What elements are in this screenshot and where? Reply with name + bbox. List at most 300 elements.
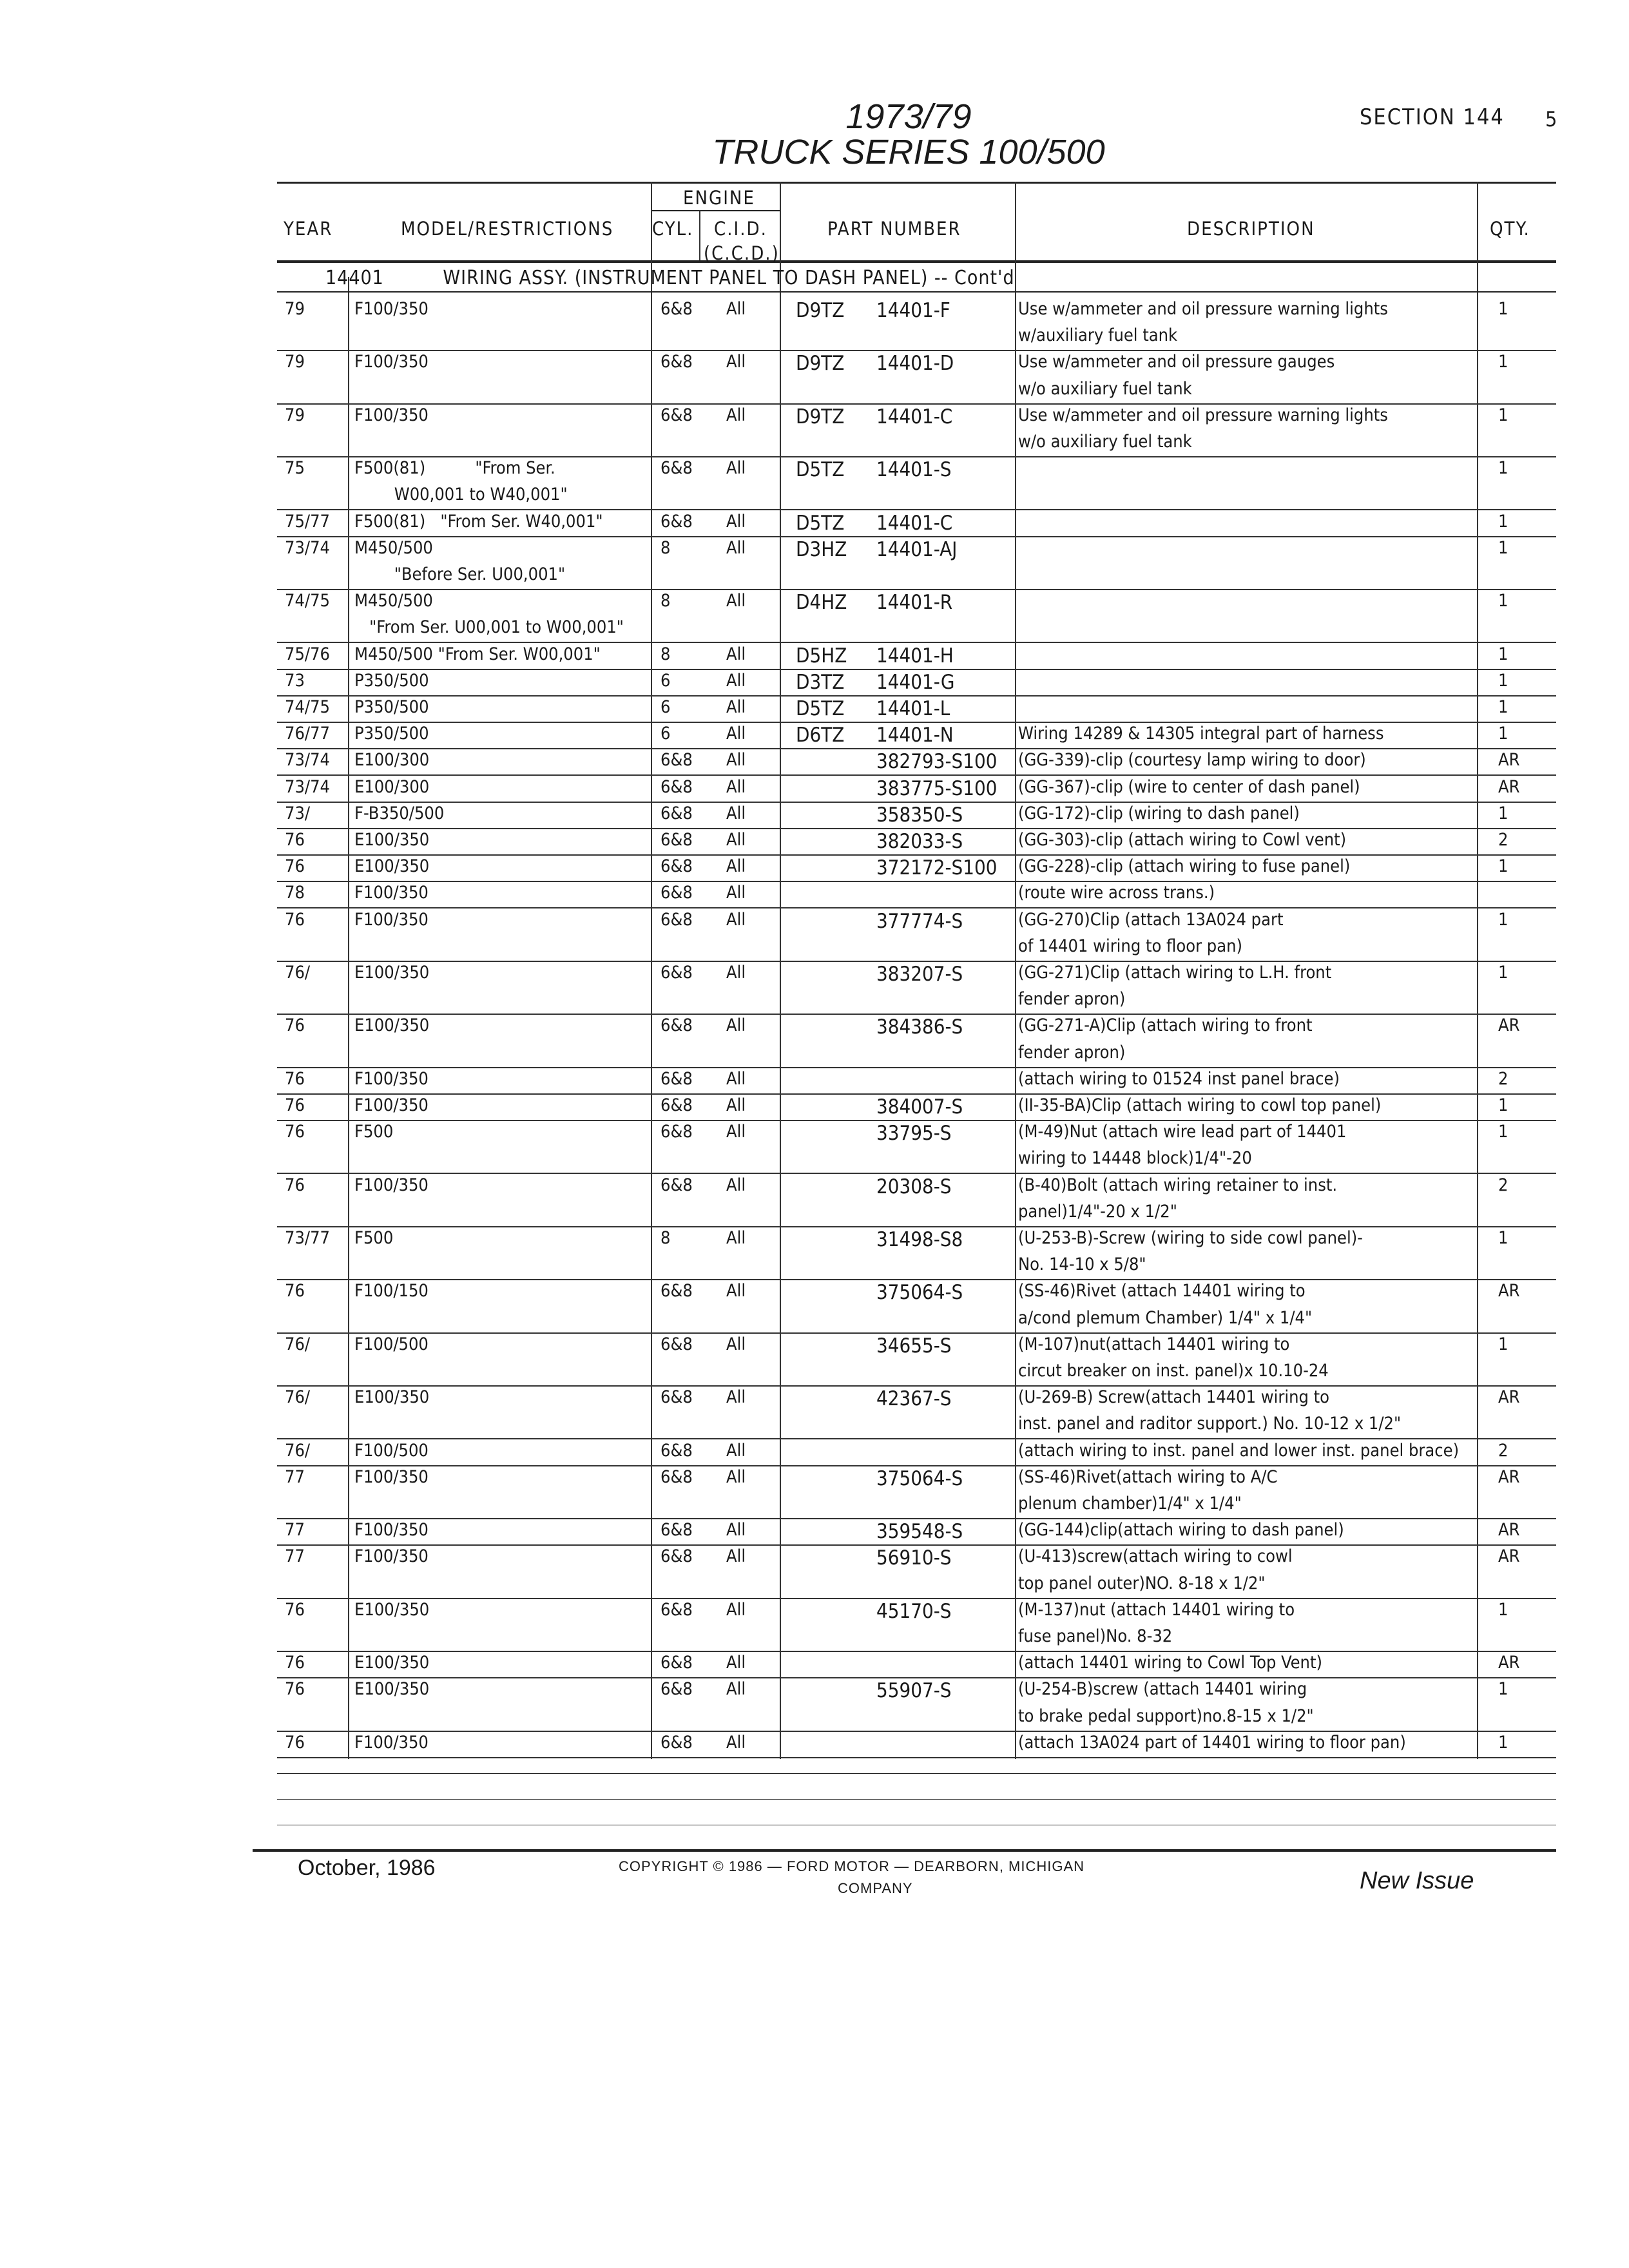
cell-description: (GG-367)-clip (wire to center of dash panel)	[1018, 777, 1360, 797]
cell-part-number: 358350-S	[876, 803, 963, 827]
cell-qty: 1	[1498, 1679, 1509, 1699]
cell-part-number: 14401-L	[876, 697, 950, 720]
column-header-ccd: (C.C.D.)	[704, 242, 780, 264]
cell-qty: 2	[1498, 1441, 1509, 1461]
column-header-model: MODEL/RESTRICTIONS	[401, 218, 614, 240]
cell-year: 76/	[285, 1441, 311, 1461]
cell-cyl: 6&8	[660, 1679, 693, 1699]
cell-model: E100/350	[354, 1600, 430, 1620]
cell-qty: 1	[1498, 1122, 1509, 1142]
cell-description: (GG-172)-clip (wiring to dash panel)	[1018, 803, 1300, 823]
cell-cyl: 6&8	[660, 1122, 693, 1142]
cell-cid: All	[726, 750, 746, 770]
cell-description: (attach 13A024 part of 14401 wiring to floor pan)	[1018, 1733, 1406, 1753]
cell-year: 77	[285, 1467, 305, 1487]
cell-cyl: 6&8	[660, 910, 693, 930]
cell-cid: All	[726, 458, 746, 478]
col-divider-desc	[1477, 182, 1478, 1759]
cell-year: 77	[285, 1520, 305, 1540]
cell-model: F500	[354, 1122, 394, 1142]
cell-part-number: 14401-AJ	[876, 538, 958, 561]
cell-qty: 1	[1498, 1228, 1509, 1248]
section-label: SECTION 144	[1360, 104, 1505, 130]
cell-part-number: 384386-S	[876, 1015, 963, 1039]
cell-description: wiring to 14448 block)1/4"-20	[1018, 1148, 1252, 1168]
cell-model: F500	[354, 1228, 394, 1248]
cell-part-number: 14401-N	[876, 724, 954, 747]
cell-year: 76/77	[285, 724, 330, 744]
cell-year: 73/77	[285, 1228, 330, 1248]
cell-qty: 1	[1498, 697, 1509, 717]
cell-cid: All	[726, 299, 746, 319]
cell-cid: All	[726, 1600, 746, 1620]
cell-qty: 1	[1498, 1733, 1509, 1753]
cell-part-prefix: D9TZ	[796, 352, 845, 375]
cell-model: F100/350	[354, 1095, 429, 1115]
cell-description: of 14401 wiring to floor pan)	[1018, 936, 1242, 956]
cell-cid: All	[726, 910, 746, 930]
cell-model: F100/350	[354, 883, 429, 903]
footer-company: COMPANY	[838, 1880, 913, 1896]
cell-qty: 1	[1498, 352, 1509, 372]
cell-description: (U-253-B)-Screw (wiring to side cowl panel)-	[1018, 1228, 1363, 1248]
page-title-years: 1973/79	[845, 97, 972, 136]
cell-description: (U-413)screw(attach wiring to cowl	[1018, 1546, 1293, 1566]
cell-model: F500(81) "From Ser. W40,001"	[354, 512, 603, 532]
cell-year: 76	[285, 1069, 305, 1089]
cell-part-number: 14401-D	[876, 352, 954, 375]
cell-part-number: 31498-S8	[876, 1228, 963, 1251]
cell-part-number: 14401-H	[876, 644, 954, 668]
cell-year: 73/74	[285, 538, 330, 558]
cell-model: F100/350	[354, 1520, 429, 1540]
cell-qty: 1	[1498, 299, 1509, 319]
cell-cid: All	[726, 405, 746, 425]
cell-model: F100/350	[354, 299, 429, 319]
cell-part-number: 34655-S	[876, 1334, 952, 1358]
cell-year: 76/	[285, 1387, 311, 1407]
cell-qty: 1	[1498, 856, 1509, 876]
row-rule	[277, 1438, 1556, 1439]
engine-divider-rule	[651, 210, 780, 211]
cell-cid: All	[726, 1441, 746, 1461]
cell-qty: 2	[1498, 1175, 1509, 1195]
cell-year: 76	[285, 910, 305, 930]
cell-part-number: 14401-F	[876, 299, 950, 322]
cell-description: (SS-46)Rivet (attach 14401 wiring to	[1018, 1281, 1306, 1301]
cell-description: (II-35-BA)Clip (attach wiring to cowl top panel)	[1018, 1095, 1382, 1115]
cell-description: top panel outer)NO. 8-18 x 1/2"	[1018, 1573, 1266, 1593]
page-number: 5	[1545, 107, 1557, 131]
cell-cyl: 6&8	[660, 458, 693, 478]
cell-year: 76	[285, 1175, 305, 1195]
cell-description: (GG-271)Clip (attach wiring to L.H. front	[1018, 963, 1332, 983]
cell-year: 74/75	[285, 697, 330, 717]
blank-rule-1	[277, 1773, 1556, 1774]
cell-cid: All	[726, 1653, 746, 1673]
row-rule	[277, 1279, 1556, 1280]
cell-model: E100/350	[354, 830, 430, 850]
cell-cid: All	[726, 591, 746, 611]
cell-description: w/o auxiliary fuel tank	[1018, 432, 1192, 452]
cell-year: 77	[285, 1546, 305, 1566]
cell-part-number: 20308-S	[876, 1175, 952, 1198]
cell-model: F100/350	[354, 352, 429, 372]
cell-model: F100/500	[354, 1334, 429, 1354]
row-rule	[277, 589, 1556, 590]
row-rule	[277, 1731, 1556, 1732]
cell-qty: 1	[1498, 538, 1509, 558]
cell-cid: All	[726, 777, 746, 797]
cell-description: (attach wiring to inst. panel and lower inst. panel brace)	[1018, 1441, 1460, 1461]
cell-part-number: 14401-R	[876, 591, 953, 614]
cell-cyl: 6&8	[660, 1467, 693, 1487]
cell-description: fender apron)	[1018, 1043, 1126, 1062]
row-rule	[277, 961, 1556, 962]
row-rule	[277, 1226, 1556, 1227]
cell-cyl: 6&8	[660, 1441, 693, 1461]
cell-year: 79	[285, 299, 305, 319]
cell-part-prefix: D9TZ	[796, 299, 845, 322]
cell-cyl: 6&8	[660, 1069, 693, 1089]
cell-cid: All	[726, 538, 746, 558]
cell-description: Use w/ammeter and oil pressure warning lights	[1018, 299, 1388, 319]
cell-model: "From Ser. U00,001 to W00,001"	[354, 617, 624, 637]
cell-part-number: 375064-S	[876, 1467, 963, 1490]
cell-model: E100/300	[354, 750, 430, 770]
cell-model: P350/500	[354, 671, 429, 691]
cell-qty: AR	[1498, 1467, 1520, 1487]
cell-model: F100/350	[354, 405, 429, 425]
cell-cid: All	[726, 1281, 746, 1301]
cell-part-prefix: D4HZ	[796, 591, 847, 614]
row-rule	[277, 1465, 1556, 1466]
cell-cyl: 6&8	[660, 1334, 693, 1354]
cell-cyl: 8	[660, 538, 671, 558]
cell-description: (GG-228)-clip (attach wiring to fuse panel)	[1018, 856, 1351, 876]
row-rule	[277, 1120, 1556, 1121]
cell-qty: AR	[1498, 1015, 1520, 1035]
cell-year: 76	[285, 1653, 305, 1673]
cell-part-number: 383775-S100	[876, 777, 998, 800]
cell-cid: All	[726, 352, 746, 372]
cell-description: No. 14-10 x 5/8"	[1018, 1254, 1146, 1274]
cell-cyl: 6&8	[660, 1015, 693, 1035]
group-title: WIRING ASSY. (INSTRUMENT PANEL TO DASH PANEL) -- Cont'd	[443, 267, 1015, 289]
cell-qty: 2	[1498, 1069, 1509, 1089]
cell-cid: All	[726, 1069, 746, 1089]
cell-model: M450/500 "From Ser. W00,001"	[354, 644, 601, 664]
column-header-description: DESCRIPTION	[1187, 218, 1315, 240]
cell-qty: AR	[1498, 1281, 1520, 1301]
cell-description: (M-49)Nut (attach wire lead part of 14401	[1018, 1122, 1347, 1142]
cell-cid: All	[726, 1015, 746, 1035]
cell-model: E100/350	[354, 1387, 430, 1407]
cell-cyl: 6	[660, 724, 671, 744]
row-rule	[277, 1385, 1556, 1387]
cell-cyl: 6&8	[660, 1175, 693, 1195]
cell-year: 76	[285, 1122, 305, 1142]
cell-model: F100/350	[354, 1069, 429, 1089]
cell-cid: All	[726, 512, 746, 532]
cell-cyl: 6&8	[660, 830, 693, 850]
cell-year: 76	[285, 1015, 305, 1035]
cell-qty: AR	[1498, 1520, 1520, 1540]
cell-qty: 1	[1498, 1334, 1509, 1354]
cell-cid: All	[726, 803, 746, 823]
cell-description: (B-40)Bolt (attach wiring retainer to inst.	[1018, 1175, 1338, 1195]
row-rule	[277, 669, 1556, 670]
cell-model: E100/300	[354, 777, 430, 797]
cell-model: F100/350	[354, 910, 429, 930]
cell-cid: All	[726, 1175, 746, 1195]
cell-cyl: 6&8	[660, 1600, 693, 1620]
cell-cyl: 6&8	[660, 1095, 693, 1115]
col-divider-cid	[780, 182, 781, 1759]
cell-qty: AR	[1498, 750, 1520, 770]
cell-cid: All	[726, 1546, 746, 1566]
col-divider-cyl	[699, 210, 700, 260]
cell-cyl: 6&8	[660, 803, 693, 823]
row-rule	[277, 1757, 1556, 1758]
cell-description: panel)1/4"-20 x 1/2"	[1018, 1202, 1177, 1222]
cell-description: (attach wiring to 01524 inst panel brace)	[1018, 1069, 1340, 1089]
col-divider-partno	[1015, 182, 1016, 1759]
cell-part-prefix: D5HZ	[796, 644, 847, 668]
cell-cid: All	[726, 1334, 746, 1354]
cell-qty: 1	[1498, 671, 1509, 691]
cell-cid: All	[726, 1122, 746, 1142]
row-rule	[277, 1014, 1556, 1015]
footer-issue-status: New Issue	[1360, 1867, 1474, 1894]
cell-qty: 1	[1498, 458, 1509, 478]
row-rule	[277, 456, 1556, 457]
cell-description: (GG-303)-clip (attach wiring to Cowl vent)	[1018, 830, 1347, 850]
cell-description: (U-269-B) Screw(attach 14401 wiring to	[1018, 1387, 1330, 1407]
cell-model: F100/350	[354, 1175, 429, 1195]
cell-cyl: 6&8	[660, 1387, 693, 1407]
cell-qty: 1	[1498, 591, 1509, 611]
row-rule	[277, 695, 1556, 697]
group-heading	[325, 267, 1015, 289]
row-rule	[277, 802, 1556, 803]
row-rule	[277, 403, 1556, 405]
cell-cyl: 6&8	[660, 512, 693, 532]
cell-model: "Before Ser. U00,001"	[354, 564, 566, 584]
column-header-cyl: CYL.	[652, 218, 694, 240]
cell-qty: 2	[1498, 830, 1509, 850]
cell-cyl: 6&8	[660, 405, 693, 425]
row-rule	[277, 907, 1556, 908]
cell-model: M450/500	[354, 591, 433, 611]
cell-description: fender apron)	[1018, 989, 1126, 1009]
cell-year: 76	[285, 1733, 305, 1753]
row-rule	[277, 1598, 1556, 1599]
cell-description: (route wire across trans.)	[1018, 883, 1215, 903]
cell-cid: All	[726, 724, 746, 744]
cell-cid: All	[726, 1228, 746, 1248]
cell-part-number: 42367-S	[876, 1387, 952, 1410]
cell-cyl: 6&8	[660, 1546, 693, 1566]
row-rule	[277, 1093, 1556, 1095]
cell-description: fuse panel)No. 8-32	[1018, 1626, 1173, 1646]
row-rule	[277, 1544, 1556, 1546]
cell-qty: 1	[1498, 910, 1509, 930]
cell-part-prefix: D9TZ	[796, 405, 845, 428]
cell-cyl: 6&8	[660, 1733, 693, 1753]
cell-model: E100/350	[354, 856, 430, 876]
column-header-qty: QTY.	[1490, 218, 1530, 240]
footer-date: October, 1986	[298, 1856, 436, 1880]
cell-year: 76	[285, 856, 305, 876]
cell-qty: AR	[1498, 1387, 1520, 1407]
row-rule	[277, 1677, 1556, 1678]
cell-part-prefix: D5TZ	[796, 458, 845, 481]
cell-part-number: 14401-C	[876, 405, 953, 428]
cell-description: (M-137)nut (attach 14401 wiring to	[1018, 1600, 1295, 1620]
cell-cid: All	[726, 1733, 746, 1753]
blank-rule-2	[277, 1799, 1556, 1800]
cell-year: 73/74	[285, 777, 330, 797]
cell-year: 79	[285, 352, 305, 372]
cell-qty: 1	[1498, 963, 1509, 983]
cell-description: (attach 14401 wiring to Cowl Top Vent)	[1018, 1653, 1322, 1673]
cell-cyl: 6&8	[660, 1281, 693, 1301]
cell-cyl: 8	[660, 591, 671, 611]
cell-model: F-B350/500	[354, 803, 445, 823]
row-rule	[277, 509, 1556, 510]
cell-year: 76/	[285, 963, 311, 983]
cell-year: 75/77	[285, 512, 330, 532]
cell-qty: 1	[1498, 803, 1509, 823]
cell-year: 76	[285, 1095, 305, 1115]
cell-cyl: 6	[660, 697, 671, 717]
cell-description: (GG-271-A)Clip (attach wiring to front	[1018, 1015, 1313, 1035]
cell-cyl: 8	[660, 1228, 671, 1248]
cell-description: to brake pedal support)no.8-15 x 1/2"	[1018, 1706, 1314, 1726]
cell-description: Wiring 14289 & 14305 integral part of harness	[1018, 724, 1384, 744]
cell-year: 73/74	[285, 750, 330, 770]
cell-year: 75	[285, 458, 305, 478]
row-rule	[277, 722, 1556, 723]
cell-part-number: 382033-S	[876, 830, 963, 853]
footer-copyright: COPYRIGHT © 1986 — FORD MOTOR — DEARBORN, MICHIGAN	[619, 1858, 1085, 1874]
cell-part-number: 45170-S	[876, 1600, 952, 1623]
cell-cyl: 6&8	[660, 750, 693, 770]
cell-model: F100/350	[354, 1733, 429, 1753]
row-rule	[277, 748, 1556, 749]
row-rule	[277, 1651, 1556, 1652]
row-rule	[277, 828, 1556, 829]
table-top-rule	[277, 182, 1556, 184]
group-heading-rule	[277, 291, 1556, 293]
cell-part-number: 383207-S	[876, 963, 963, 986]
cell-model: F100/350	[354, 1467, 429, 1487]
cell-year: 78	[285, 883, 305, 903]
cell-model: E100/350	[354, 1653, 430, 1673]
cell-cyl: 6&8	[660, 299, 693, 319]
cell-model: F100/350	[354, 1546, 429, 1566]
cell-model: P350/500	[354, 724, 429, 744]
cell-part-prefix: D3TZ	[796, 671, 845, 694]
column-header-year: YEAR	[284, 218, 333, 240]
cell-cyl: 8	[660, 644, 671, 664]
cell-part-number: 377774-S	[876, 910, 963, 933]
row-rule	[277, 854, 1556, 856]
cell-description: a/cond plemum Chamber) 1/4" x 1/4"	[1018, 1308, 1313, 1328]
page-title-series: TRUCK SERIES 100/500	[712, 133, 1105, 171]
cell-qty: 1	[1498, 512, 1509, 532]
cell-part-number: 382793-S100	[876, 750, 998, 773]
cell-part-prefix: D3HZ	[796, 538, 847, 561]
row-rule	[277, 642, 1556, 643]
cell-cyl: 6&8	[660, 883, 693, 903]
row-rule	[277, 881, 1556, 882]
cell-cyl: 6&8	[660, 352, 693, 372]
cell-year: 76/	[285, 1334, 311, 1354]
cell-cid: All	[726, 963, 746, 983]
cell-year: 76	[285, 830, 305, 850]
footer-rule	[253, 1849, 1556, 1852]
cell-year: 74/75	[285, 591, 330, 611]
col-divider-year	[348, 277, 349, 1759]
cell-description: Use w/ammeter and oil pressure gauges	[1018, 352, 1335, 372]
row-rule	[277, 350, 1556, 351]
cell-model: M450/500	[354, 538, 433, 558]
cell-part-number: 14401-C	[876, 512, 953, 535]
cell-description: (SS-46)Rivet(attach wiring to A/C	[1018, 1467, 1278, 1487]
group-code: 14401	[325, 267, 384, 289]
cell-model: E100/350	[354, 1015, 430, 1035]
cell-description: plenum chamber)1/4" x 1/4"	[1018, 1494, 1242, 1514]
cell-year: 75/76	[285, 644, 330, 664]
cell-qty: 1	[1498, 644, 1509, 664]
row-rule	[277, 1518, 1556, 1519]
cell-cid: All	[726, 1095, 746, 1115]
cell-description: (GG-339)-clip (courtesy lamp wiring to door)	[1018, 750, 1366, 770]
cell-qty: 1	[1498, 405, 1509, 425]
cell-model: P350/500	[354, 697, 429, 717]
cell-part-number: 384007-S	[876, 1095, 963, 1119]
cell-model: F500(81) "From Ser.	[354, 458, 555, 478]
cell-model: F100/500	[354, 1441, 429, 1461]
column-header-part-number: PART NUMBER	[827, 218, 961, 240]
cell-part-prefix: D5TZ	[796, 697, 845, 720]
cell-part-number: 14401-G	[876, 671, 955, 694]
cell-description: (GG-144)clip(attach wiring to dash panel)	[1018, 1520, 1344, 1540]
cell-cid: All	[726, 856, 746, 876]
cell-year: 76	[285, 1600, 305, 1620]
cell-qty: AR	[1498, 1653, 1520, 1673]
cell-year: 73/	[285, 803, 311, 823]
cell-year: 79	[285, 405, 305, 425]
cell-cid: All	[726, 1679, 746, 1699]
cell-model: E100/350	[354, 1679, 430, 1699]
cell-year: 76	[285, 1281, 305, 1301]
cell-cyl: 6&8	[660, 963, 693, 983]
row-rule	[277, 536, 1556, 537]
cell-part-prefix: D5TZ	[796, 512, 845, 535]
cell-cid: All	[726, 697, 746, 717]
cell-cid: All	[726, 1467, 746, 1487]
cell-cid: All	[726, 1387, 746, 1407]
column-header-cid: C.I.D.	[714, 218, 767, 240]
cell-description: (GG-270)Clip (attach 13A024 part	[1018, 910, 1284, 930]
cell-cid: All	[726, 671, 746, 691]
row-rule	[277, 1067, 1556, 1068]
cell-cyl: 6&8	[660, 856, 693, 876]
cell-description: w/o auxiliary fuel tank	[1018, 379, 1192, 399]
